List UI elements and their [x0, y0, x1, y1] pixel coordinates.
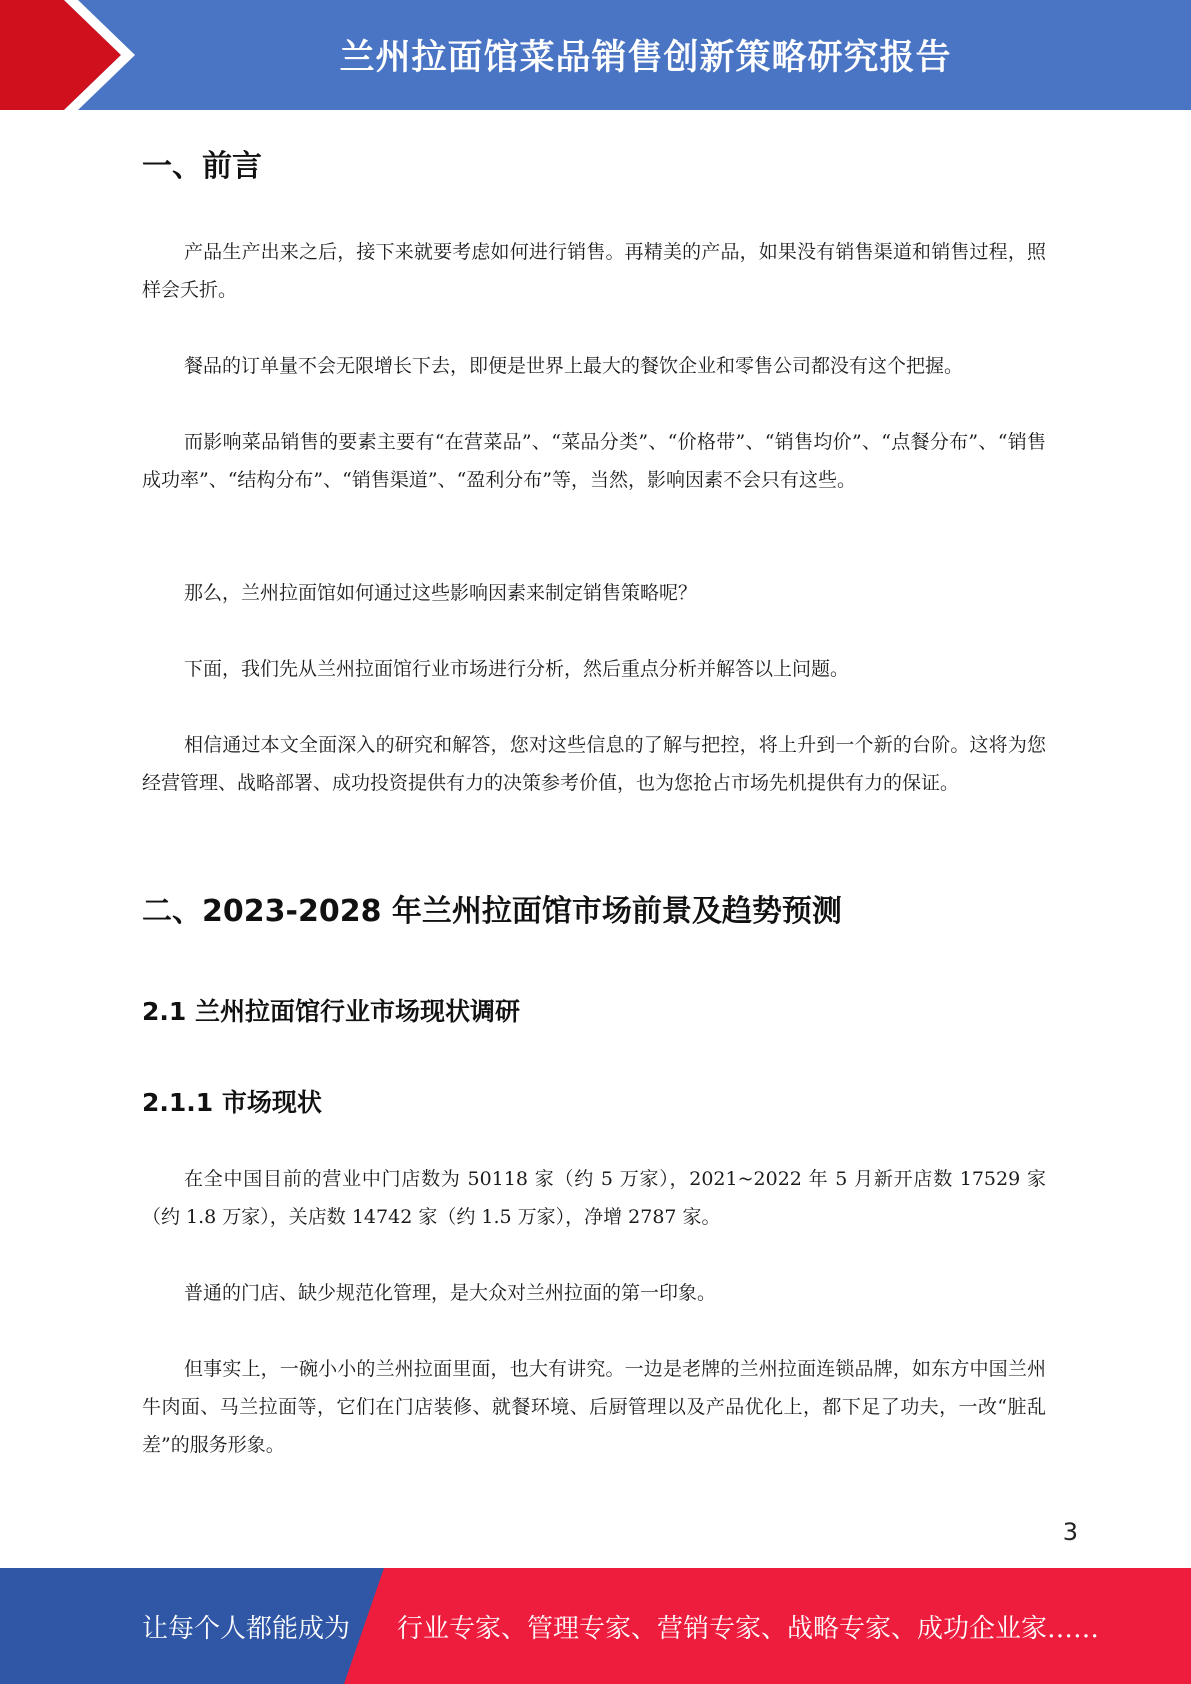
paragraph: 相信通过本文全面深入的研究和解答，您对这些信息的了解与把控，将上升到一个新的台阶。这将为您经营管理、战略部署、成功投资提供有力的决策参考价值，也为您抢占市场先机提供有力的保证。 [142, 734, 1046, 794]
header-banner [0, 0, 1191, 110]
section-heading-forecast: 二、2023-2028 年兰州拉面馆市场前景及趋势预测 [142, 894, 842, 929]
document-title: 兰州拉面馆菜品销售创新策略研究报告 [339, 38, 952, 78]
subsection-heading: 2.1 兰州拉面馆行业市场现状调研 [142, 997, 520, 1026]
paragraph: 餐品的订单量不会无限增长下去，即便是世界上最大的餐饮企业和零售公司都没有这个把握。 [184, 355, 964, 377]
paragraph: 产品生产出来之后，接下来就要考虑如何进行销售。再精美的产品，如果没有销售渠道和销售过程，照样会夭折。 [142, 241, 1046, 301]
paragraph: 在全中国目前的营业中门店数为 50118 家（约 5 万家），2021~2022 年 5 月新开店数 17529 家（约 1.8 万家），关店数 14742 家（约 1.5 万家），净增 2787 家。 [142, 1168, 1046, 1228]
paragraph: 那么，兰州拉面馆如何通过这些影响因素来制定销售策略呢？ [184, 582, 698, 604]
footer-banner [0, 1568, 1191, 1684]
footer-slogan-left: 让每个人都能成为 [142, 1613, 351, 1644]
red-chevron-decoration [0, 0, 160, 110]
subsection-heading: 2.1.1 市场现状 [142, 1088, 322, 1117]
paragraph: 下面，我们先从兰州拉面馆行业市场进行分析，然后重点分析并解答以上问题。 [184, 658, 850, 680]
footer-slogan-right: 行业专家、管理专家、营销专家、战略专家、成功企业家…… [397, 1613, 1100, 1644]
paragraph: 但事实上，一碗小小的兰州拉面里面，也大有讲究。一边是老牌的兰州拉面连锁品牌，如东方中国兰州牛肉面、马兰拉面等，它们在门店装修、就餐环境、后厨管理以及产品优化上，都下足了功夫，一改“脏乱差”的服务形象。 [142, 1358, 1046, 1456]
page-number: 3 [1062, 1518, 1078, 1546]
paragraph: 而影响菜品销售的要素主要有“在营菜品”、“菜品分类”、“价格带”、“销售均价”、“点餐分布”、“销售成功率”、“结构分布”、“销售渠道”、“盈利分布”等，当然，影响因素不会只有这些。 [142, 431, 1046, 491]
paragraph: 普通的门店、缺少规范化管理，是大众对兰州拉面的第一印象。 [184, 1282, 717, 1304]
section-heading-preface: 一、前言 [142, 149, 262, 184]
